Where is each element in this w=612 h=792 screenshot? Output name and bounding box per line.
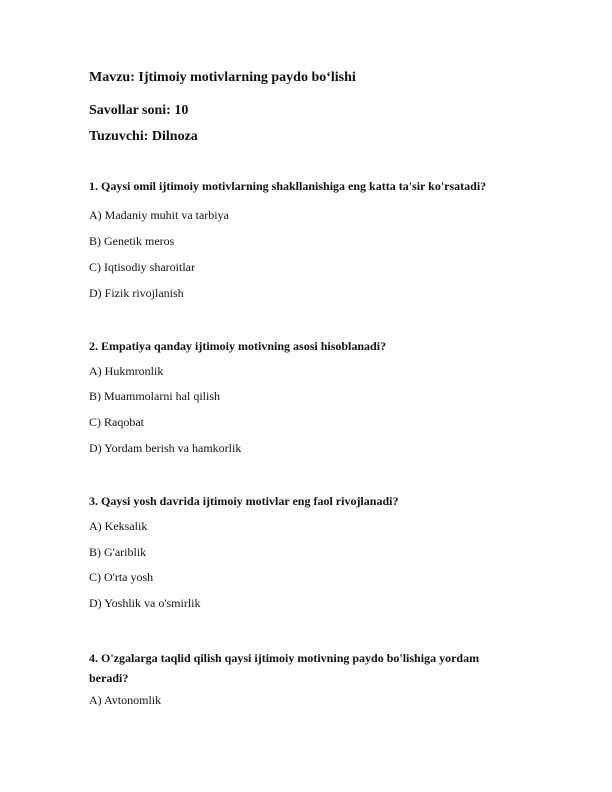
question-4-title: 4. O'zgalarga taqlid qilish qaysi ijtimoiy motivning paydo bo'lishiga yordam beradi? (89, 651, 480, 685)
question-2-option-c: C) Raqobat (89, 415, 144, 429)
question-1-option-b: B) Genetik meros (89, 234, 175, 248)
question-count: Savollar soni: 10 (89, 103, 189, 118)
question-2-option-d: D) Yordam berish va hamkorlik (89, 441, 242, 455)
topic-heading: Mavzu: Ijtimoiy motivlarning paydo bo‘lishi (89, 70, 356, 85)
question-3-title: 3. Qaysi yosh davrida ijtimoiy motivlar eng faol rivojlanadi? (89, 494, 399, 508)
question-2-option-a: A) Hukmronlik (89, 364, 164, 378)
question-1-option-a: A) Madaniy muhit va tarbiya (89, 208, 229, 222)
question-3-option-a: A) Keksalik (89, 519, 148, 533)
question-4-option-a: A) Avtonomlik (89, 693, 162, 707)
question-1-option-d: D) Fizik rivojlanish (89, 286, 184, 300)
question-1-title: 1. Qaysi omil ijtimoiy motivlarning shakllanishiga eng katta ta'sir ko'rsatadi? (89, 179, 487, 193)
question-2-title: 2. Empatiya qanday ijtimoiy motivning asosi hisoblanadi? (89, 339, 387, 353)
author-line: Tuzuvchi: Dilnoza (89, 129, 198, 144)
question-3-option-b: B) G'ariblik (89, 545, 147, 559)
question-3-option-d: D) Yoshlik va o'smirlik (89, 596, 201, 610)
question-1-option-c: C) Iqtisodiy sharoitlar (89, 260, 195, 274)
question-3-option-c: C) O'rta yosh (89, 570, 154, 584)
question-2-option-b: B) Muammolarni hal qilish (89, 389, 220, 403)
